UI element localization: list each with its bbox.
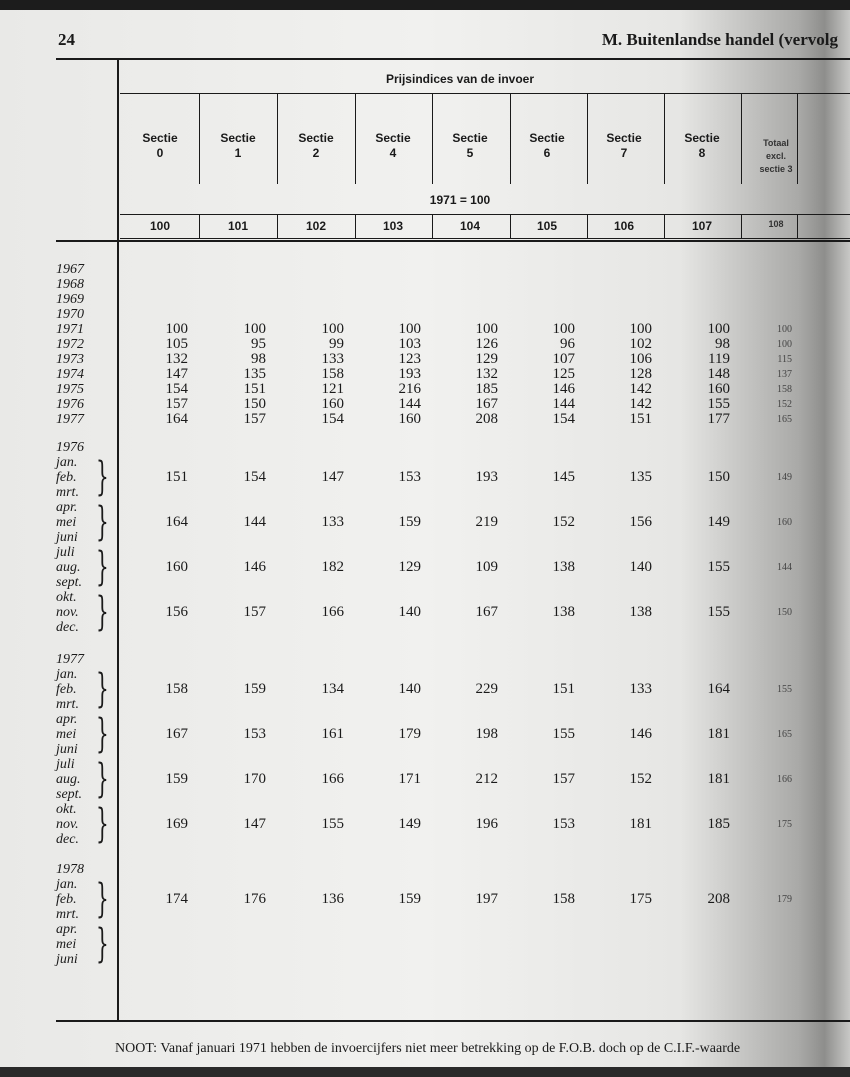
table-cell: 145	[552, 469, 575, 485]
table-cell: 146	[629, 726, 652, 742]
table-cell: 160	[398, 411, 421, 427]
month-label: sept.	[56, 787, 83, 802]
table-cell: 176	[243, 891, 266, 907]
table-cell: 159	[398, 514, 421, 530]
table-cell: 153	[398, 469, 421, 485]
table-cell: 148	[707, 366, 730, 382]
month-label: juni	[56, 952, 78, 967]
table-cell: 144	[398, 396, 421, 412]
column-code: 105	[536, 219, 558, 233]
column-code: 108	[768, 219, 784, 229]
brace: }	[96, 756, 109, 802]
table-cell: 152	[777, 399, 792, 410]
table-cell: 144	[243, 514, 266, 530]
table-title: Prijsindices van de invoer	[385, 72, 535, 86]
year-label: 1973	[56, 352, 84, 367]
table-cell: 157	[165, 396, 188, 412]
table-cell: 144	[552, 396, 575, 412]
month-label: juli	[56, 545, 75, 560]
month-label: dec.	[56, 620, 79, 635]
table-cell: 100	[777, 324, 792, 335]
column-header-label: Sectie	[606, 131, 642, 145]
month-label: jan.	[56, 667, 78, 682]
table-cell: 100	[165, 321, 188, 337]
table-cell: 147	[243, 816, 266, 832]
month-label: mei	[56, 937, 77, 952]
table-cell: 155	[707, 396, 730, 412]
table-cell: 146	[552, 381, 575, 397]
brace: }	[96, 711, 109, 757]
table-cell: 140	[629, 559, 652, 575]
column-code: 102	[305, 219, 327, 233]
table-cell: 193	[475, 469, 498, 485]
table-cell: 160	[707, 381, 730, 397]
table-cell: 137	[777, 369, 792, 380]
table-cell: 98	[251, 351, 266, 367]
year-label: 1972	[56, 337, 84, 352]
month-label: mrt.	[56, 485, 79, 500]
month-label: apr.	[56, 922, 78, 937]
table-top-rule	[56, 58, 850, 60]
year-label: 1970	[56, 307, 84, 322]
table-cell: 144	[777, 562, 792, 573]
month-label: sept.	[56, 575, 83, 590]
table-cell: 146	[243, 559, 266, 575]
month-label: okt.	[56, 802, 77, 817]
table-cell: 98	[715, 336, 730, 352]
table-cell: 160	[165, 559, 188, 575]
month-label: juli	[56, 757, 75, 772]
table-cell: 158	[165, 681, 188, 697]
table-cell: 151	[629, 411, 652, 427]
column-header-number: 0	[156, 146, 164, 160]
table-cell: 193	[398, 366, 421, 382]
table-cell: 95	[251, 336, 266, 352]
table-cell: 100	[475, 321, 498, 337]
column-header	[353, 131, 433, 161]
table-cell: 149	[707, 514, 730, 530]
column-header	[430, 131, 510, 161]
month-label: feb.	[56, 470, 77, 485]
running-head: M. Buitenlandse handel (vervolg	[601, 30, 838, 49]
table-cell: 151	[243, 381, 266, 397]
stub-rule	[117, 58, 119, 1020]
column-header-label: Sectie	[452, 131, 488, 145]
table-cell: 121	[321, 381, 344, 397]
column-header-number: excl. sectie 3	[759, 151, 793, 174]
table-bottom-rule	[56, 1020, 850, 1022]
page-edge-top	[0, 0, 850, 10]
table-cell: 107	[552, 351, 575, 367]
year-label: 1977	[56, 652, 84, 667]
column-header	[507, 131, 587, 161]
table-cell: 135	[629, 469, 652, 485]
table-cell: 149	[777, 472, 792, 483]
table-cell: 152	[552, 514, 575, 530]
table-cell: 155	[707, 559, 730, 575]
brace: }	[96, 801, 109, 847]
header-bottom-rule	[56, 240, 850, 242]
table-cell: 185	[707, 816, 730, 832]
table-cell: 154	[552, 411, 575, 427]
table-cell: 138	[629, 604, 652, 620]
table-cell: 133	[321, 351, 344, 367]
column-code: 101	[227, 219, 249, 233]
table-cell: 171	[398, 771, 421, 787]
table-cell: 158	[552, 891, 575, 907]
column-header-number: 6	[543, 146, 551, 160]
table-cell: 132	[165, 351, 188, 367]
table-cell: 174	[165, 891, 188, 907]
table-cell: 158	[777, 384, 792, 395]
brace: }	[96, 499, 109, 545]
table-cell: 155	[777, 684, 792, 695]
table-cell: 154	[321, 411, 344, 427]
table-cell: 181	[707, 771, 730, 787]
year-label: 1975	[56, 382, 84, 397]
table-cell: 160	[777, 517, 792, 528]
table-cell: 175	[777, 819, 792, 830]
table-cell: 109	[475, 559, 498, 575]
month-label: aug.	[56, 560, 81, 575]
year-label: 1978	[56, 862, 84, 877]
table-cell: 208	[707, 891, 730, 907]
table-cell: 136	[321, 891, 344, 907]
table-cell: 129	[398, 559, 421, 575]
column-header-label: Sectie	[375, 131, 411, 145]
table-cell: 181	[629, 816, 652, 832]
table-cell: 142	[629, 381, 652, 397]
table-cell: 158	[321, 366, 344, 382]
column-divider	[797, 94, 798, 184]
table-cell: 151	[165, 469, 188, 485]
table-cell: 149	[398, 816, 421, 832]
year-label: 1976	[56, 440, 84, 455]
table-cell: 100	[777, 339, 792, 350]
month-label: dec.	[56, 832, 79, 847]
code-divider	[797, 214, 798, 239]
table-cell: 185	[475, 381, 498, 397]
brace: }	[96, 544, 109, 590]
table-cell: 169	[165, 816, 188, 832]
year-label: 1968	[56, 277, 84, 292]
table-cell: 155	[552, 726, 575, 742]
year-label: 1971	[56, 322, 84, 337]
year-label: 1967	[56, 262, 84, 277]
table-cell: 170	[243, 771, 266, 787]
column-header-number: 8	[698, 146, 706, 160]
brace: }	[96, 921, 109, 967]
year-label: 1977	[56, 412, 84, 427]
month-label: juni	[56, 530, 78, 545]
table-cell: 179	[398, 726, 421, 742]
table-cell: 147	[165, 366, 188, 382]
table-cell: 100	[321, 321, 344, 337]
month-label: okt.	[56, 590, 77, 605]
table-cell: 167	[475, 396, 498, 412]
table-cell: 177	[707, 411, 730, 427]
table-cell: 154	[243, 469, 266, 485]
column-header-number: 1	[234, 146, 242, 160]
table-cell: 153	[243, 726, 266, 742]
column-header-number: 4	[389, 146, 397, 160]
column-header-label: Totaal	[763, 138, 789, 148]
table-cell: 140	[398, 681, 421, 697]
table-cell: 106	[629, 351, 652, 367]
brace: }	[96, 589, 109, 635]
year-label: 1974	[56, 367, 84, 382]
table-cell: 140	[398, 604, 421, 620]
table-cell: 96	[560, 336, 575, 352]
table-cell: 99	[329, 336, 344, 352]
table-cell: 100	[707, 321, 730, 337]
table-cell: 198	[475, 726, 498, 742]
table-cell: 196	[475, 816, 498, 832]
table-cell: 138	[552, 604, 575, 620]
brace: }	[96, 666, 109, 712]
table-cell: 134	[321, 681, 344, 697]
table-cell: 157	[552, 771, 575, 787]
table-cell: 152	[629, 771, 652, 787]
table-cell: 150	[707, 469, 730, 485]
column-code: 103	[382, 219, 404, 233]
column-header	[756, 137, 796, 176]
table-cell: 164	[165, 411, 188, 427]
year-label: 1969	[56, 292, 84, 307]
table-cell: 159	[165, 771, 188, 787]
table-cell: 135	[243, 366, 266, 382]
month-label: feb.	[56, 892, 77, 907]
table-cell: 153	[552, 816, 575, 832]
table-cell: 115	[777, 354, 792, 365]
table-cell: 102	[629, 336, 652, 352]
table-cell: 166	[321, 604, 344, 620]
table-cell: 132	[475, 366, 498, 382]
column-header-label: Sectie	[142, 131, 178, 145]
month-label: mrt.	[56, 907, 79, 922]
column-header-label: Sectie	[684, 131, 720, 145]
table-cell: 157	[243, 411, 266, 427]
column-header-number: 2	[312, 146, 320, 160]
table-cell: 123	[398, 351, 421, 367]
month-label: nov.	[56, 817, 79, 832]
table-cell: 164	[165, 514, 188, 530]
table-cell: 197	[475, 891, 498, 907]
base-year: 1971 = 100	[429, 193, 491, 207]
table-cell: 212	[475, 771, 498, 787]
table-cell: 151	[552, 681, 575, 697]
table-cell: 229	[475, 681, 498, 697]
column-header-label: Sectie	[298, 131, 334, 145]
table-cell: 105	[165, 336, 188, 352]
table-cell: 181	[707, 726, 730, 742]
month-label: feb.	[56, 682, 77, 697]
column-header-label: Sectie	[529, 131, 565, 145]
table-cell: 179	[777, 894, 792, 905]
month-label: apr.	[56, 500, 78, 515]
table-cell: 159	[398, 891, 421, 907]
table-cell: 125	[552, 366, 575, 382]
table-cell: 161	[321, 726, 344, 742]
footnote: NOOT: Vanaf januari 1971 hebben de invoercijfers niet meer betrekking op de F.O.B. doch op de C.I.F.-waarde	[115, 1041, 741, 1056]
page-number: 24	[58, 30, 75, 49]
month-label: apr.	[56, 712, 78, 727]
column-header-number: 5	[466, 146, 474, 160]
table-cell: 167	[165, 726, 188, 742]
month-label: jan.	[56, 455, 78, 470]
column-header	[120, 131, 200, 161]
column-header	[584, 131, 664, 161]
table-cell: 128	[629, 366, 652, 382]
table-cell: 165	[777, 729, 792, 740]
page-edge-bottom	[0, 1067, 850, 1077]
table-cell: 138	[552, 559, 575, 575]
table-cell: 155	[707, 604, 730, 620]
table-cell: 164	[707, 681, 730, 697]
table-cell: 157	[243, 604, 266, 620]
column-header	[198, 131, 278, 161]
table-cell: 165	[777, 414, 792, 425]
table-cell: 100	[552, 321, 575, 337]
brace: }	[96, 876, 109, 922]
table-cell: 175	[629, 891, 652, 907]
table-cell: 100	[629, 321, 652, 337]
table-cell: 126	[475, 336, 498, 352]
table-cell: 129	[475, 351, 498, 367]
month-label: juni	[56, 742, 78, 757]
table-cell: 100	[243, 321, 266, 337]
brace: }	[96, 454, 109, 500]
table-cell: 147	[321, 469, 344, 485]
month-label: mei	[56, 727, 77, 742]
table-cell: 133	[629, 681, 652, 697]
table-cell: 119	[708, 351, 730, 367]
table-cell: 216	[398, 381, 421, 397]
table-cell: 208	[475, 411, 498, 427]
table-cell: 103	[398, 336, 421, 352]
table-cell: 100	[398, 321, 421, 337]
table-cell: 156	[165, 604, 188, 620]
month-label: aug.	[56, 772, 81, 787]
column-header-number: 7	[620, 146, 628, 160]
table-cell: 219	[475, 514, 498, 530]
table-cell: 150	[243, 396, 266, 412]
table-cell: 154	[165, 381, 188, 397]
table-cell: 166	[777, 774, 792, 785]
table-cell: 133	[321, 514, 344, 530]
column-code: 104	[459, 219, 481, 233]
table-cell: 150	[777, 607, 792, 618]
table-cell: 155	[321, 816, 344, 832]
column-code: 107	[691, 219, 713, 233]
table-cell: 167	[475, 604, 498, 620]
column-code: 100	[149, 219, 171, 233]
month-label: jan.	[56, 877, 78, 892]
table-cell: 166	[321, 771, 344, 787]
month-label: mrt.	[56, 697, 79, 712]
month-label: nov.	[56, 605, 79, 620]
table-cell: 160	[321, 396, 344, 412]
column-header	[662, 131, 742, 161]
column-header-label: Sectie	[220, 131, 256, 145]
table-cell: 182	[321, 559, 344, 575]
month-label: mei	[56, 515, 77, 530]
column-header	[276, 131, 356, 161]
table-cell: 142	[629, 396, 652, 412]
year-label: 1976	[56, 397, 84, 412]
table-cell: 159	[243, 681, 266, 697]
column-code: 106	[613, 219, 635, 233]
table-cell: 156	[629, 514, 652, 530]
